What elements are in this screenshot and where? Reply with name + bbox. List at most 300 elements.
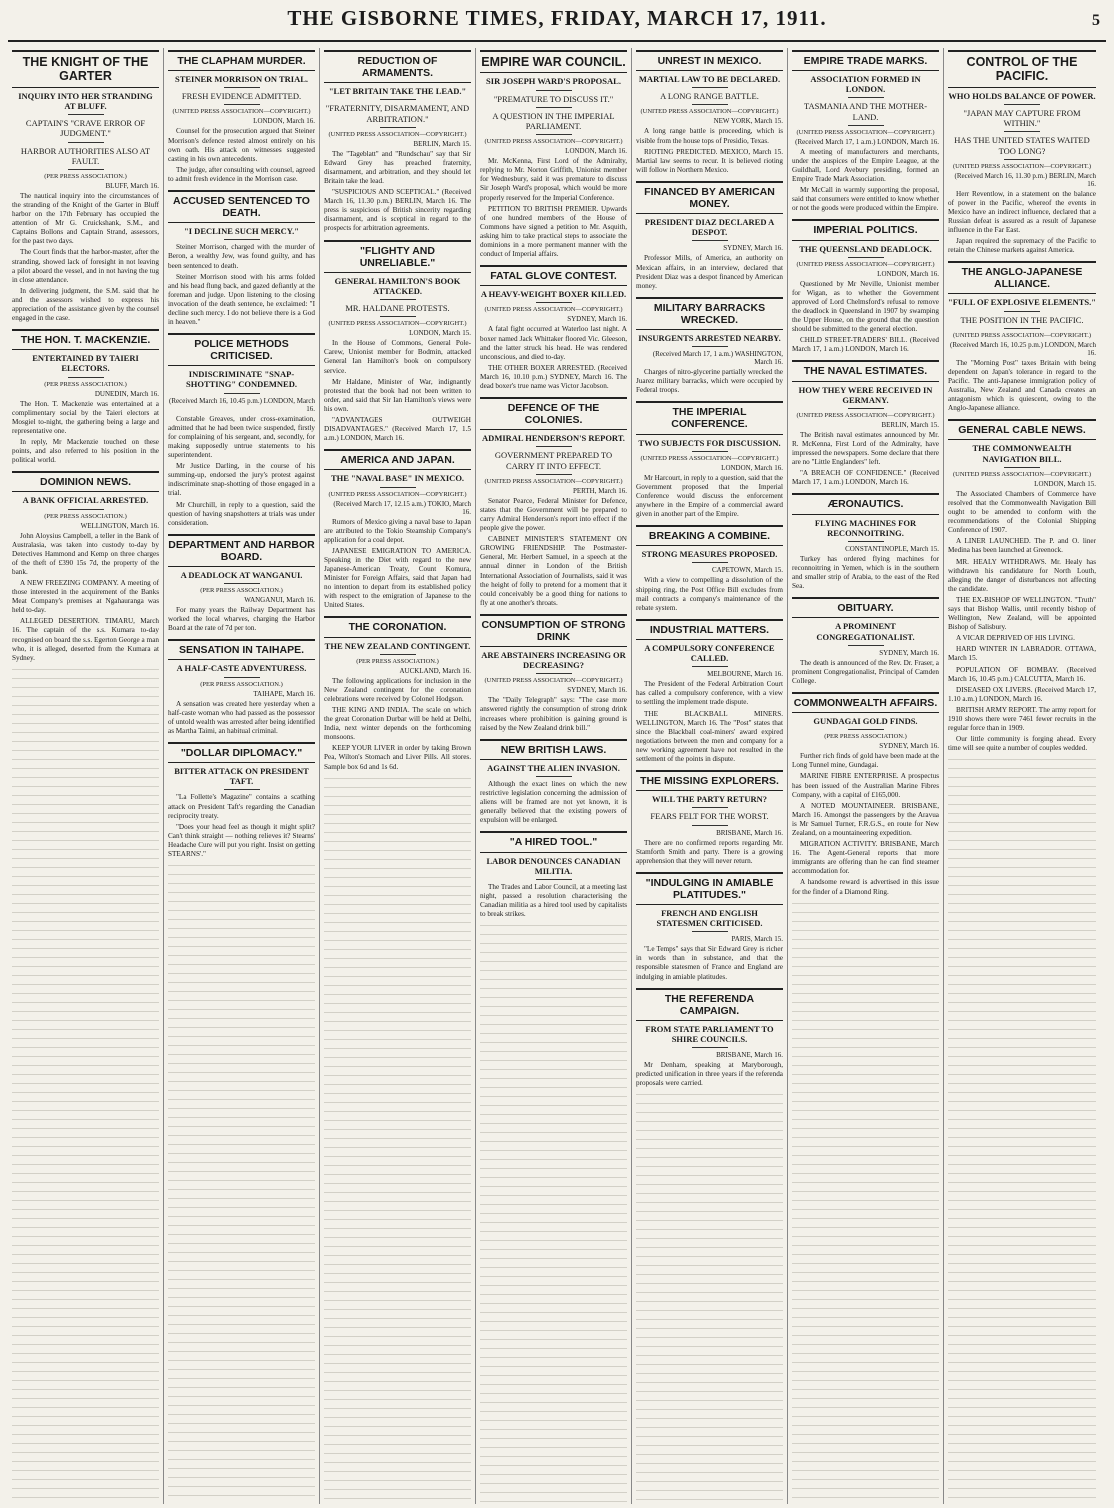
- article-headline: DOMINION NEWS.: [12, 471, 159, 492]
- article-dateline: SYDNEY, March 16.: [567, 315, 627, 324]
- article-byline: (UNITED PRESS ASSOCIATION—COPYRIGHT.): [640, 108, 779, 116]
- article-headline: INDUSTRIAL MATTERS.: [636, 619, 783, 640]
- article-byline: (UNITED PRESS ASSOCIATION—COPYRIGHT.): [172, 108, 311, 116]
- article: [792, 692, 939, 897]
- article-headline: ÆRONAUTICS.: [792, 493, 939, 514]
- article-paragraph: There are no confirmed reports regarding Mr. Stamforth Smith and party. There is a growing apprehension that they will never return.: [636, 838, 783, 865]
- article-paragraph: The death is announced of the Rev. Dr. Fraser, a prominent Congregationalist, Principal of Camden College.: [792, 658, 939, 685]
- article-paragraph: Mr Justice Darling, in the course of his summing-up, endorsed the jury's protest against indiscriminate snap-shotting of those engaged in a trial.: [168, 462, 315, 498]
- article-headline: ACCUSED SENTENCED TO DEATH.: [168, 190, 315, 223]
- article-dateline: PERTH, March 16.: [572, 486, 627, 495]
- article: [948, 50, 1096, 255]
- article-paragraph: HARD WINTER IN LABRADOR. OTTAWA, March 15.: [948, 645, 1096, 663]
- divider-rule: [224, 239, 260, 240]
- divider-rule: [692, 562, 728, 563]
- divider-rule: [536, 879, 572, 880]
- article: [12, 329, 159, 465]
- divider-rule: [692, 807, 728, 808]
- article-subheading: ADMIRAL HENDERSON'S REPORT.: [482, 433, 625, 444]
- article-byline: (UNITED PRESS ASSOCIATION—COPYRIGHT.): [952, 331, 1091, 339]
- article: [636, 988, 783, 1089]
- article-subheading: TWO SUBJECTS FOR DISCUSSION.: [638, 437, 781, 448]
- divider-rule: [536, 134, 572, 135]
- divider-rule: [692, 240, 728, 241]
- article-subheading: INQUIRY INTO HER STRANDING AT BLUFF.: [18, 90, 153, 111]
- article-subheading: ARE ABSTAINERS INCREASING OR DECREASING?: [481, 650, 626, 671]
- article-paragraph: A LINER LAUNCHED. The P. and O. liner Medina has been launched at Greenock.: [948, 537, 1096, 555]
- divider-rule: [692, 1047, 728, 1048]
- divider-rule: [224, 87, 260, 88]
- article-subheading: SIR JOSEPH WARD'S PROPOSAL.: [486, 76, 621, 87]
- article-headline: POLICE METHODS CRITICISED.: [168, 333, 315, 366]
- article: [792, 50, 939, 213]
- article-paragraph: A sensation was created here yesterday when a half-caste woman who had passed as the possessor of untold wealth was arrested after being identified as Martha Taimi, an habitual criminal.: [168, 699, 315, 735]
- article-byline: (UNITED PRESS ASSOCIATION—COPYRIGHT.): [484, 677, 623, 685]
- article: [636, 297, 783, 396]
- article-paragraph: ALLEGED DESERTION. TIMARU, March 16. The captain of the s.s. Kumara to-day recognised on board the s.s. Egerton George a man who, it is alleged, deserted from the Kumara at Sydney.: [12, 617, 159, 662]
- article-headline: THE IMPERIAL CONFERENCE.: [636, 401, 783, 434]
- divider-rule: [68, 509, 104, 510]
- article-subheading: MR. HALDANE PROTESTS.: [345, 303, 450, 314]
- divider-rule: [848, 729, 884, 730]
- article-headline: DEFENCE OF THE COLONIES.: [480, 397, 627, 430]
- divider-rule: [1004, 328, 1040, 329]
- article: [480, 265, 627, 391]
- divider-rule: [536, 107, 572, 108]
- divider-rule: [848, 645, 884, 646]
- column-continued-text: [948, 759, 1096, 1504]
- article-paragraph: POPULATION OF BOMBAY. (Received March 16, 10.45 p.m.) CALCUTTA, March 16.: [948, 665, 1096, 683]
- article-headline: MILITARY BARRACKS WRECKED.: [636, 297, 783, 330]
- divider-rule: [380, 654, 416, 655]
- page-number: 5: [1091, 12, 1100, 29]
- article-dateline: BLUFF, March 16.: [105, 181, 159, 190]
- article-dateline: (Received March 16, 10.45 p.m.) LONDON, March 16.: [169, 396, 315, 413]
- article-subheading: "FULL OF EXPLOSIVE ELEMENTS.": [948, 297, 1096, 308]
- article-dateline: LONDON, March 16.: [877, 269, 939, 278]
- article-paragraph: CABINET MINISTER'S STATEMENT ON GROWING FRIENDSHIP. The Postmaster-General, Mr. Herbert Samuel, in a speech at the annual dinner in London of the British International Association of Journalists, said it was the height of folly to pretend for a moment that it could conceivably be a good thing for nations to fly at one another's throats.: [480, 535, 627, 607]
- divider-rule: [692, 825, 728, 826]
- article-headline: THE CORONATION.: [324, 616, 471, 637]
- article-paragraph: THE EX-BISHOP OF WELLINGTON. "Truth" says that Bishop Wallis, until recently bishop of Wellington, New Zealand, will be appointed Bishop of Salisbury.: [948, 595, 1096, 632]
- article-paragraph: The "Morning Post" taxes Britain with being dependent on Japan's tolerance in regard to the Pacific. The anti-Japanese immigration policy of Australia, New Zealand and Canada creates an antagonism which is quiescent, owing to the Anglo-Japanese alliance.: [948, 358, 1096, 413]
- article-headline: GENERAL CABLE NEWS.: [948, 419, 1096, 440]
- divider-rule: [380, 316, 416, 317]
- article-subheading: THE QUEENSLAND DEADLOCK.: [799, 243, 932, 254]
- column-continued-text: [792, 903, 939, 1504]
- article-subheading: THE NEW ZEALAND CONTINGENT.: [324, 640, 471, 651]
- article-subheading: AGAINST THE ALIEN INVASION.: [487, 762, 620, 773]
- article-headline: "DOLLAR DIPLOMACY.": [168, 742, 315, 763]
- article-paragraph: With a view to compelling a dissolution of the shipping ring, the Post Office Bill excludes from mail contracts a company's maintenance of the rebate system.: [636, 576, 783, 612]
- article-headline: BREAKING A COMBINE.: [636, 525, 783, 546]
- article: [168, 639, 315, 736]
- article-subheading: GENERAL HAMILTON'S BOOK ATTACKED.: [334, 275, 461, 296]
- divider-rule: [224, 393, 260, 394]
- article-dateline: TAIHAPE, March 16.: [253, 689, 315, 698]
- article-paragraph: THE BLACKBALL MINERS. WELLINGTON, March 16. The "Post" states that since the Blackball coal-miners' award expired negotiations between the men and company for a new working agreement have not resulted in the settlement of the points in dispute.: [636, 709, 783, 763]
- article-subheading: FEARS FELT FOR THE WORST.: [650, 811, 769, 822]
- article-paragraph: Herr Reventlow, in a statement on the balance of power in the Pacific, whereof the events in Mexico have an indirect influence, declared that a Russian defeat is assured as a result of Japanese influence in the Far East.: [948, 189, 1096, 235]
- article-paragraph: Counsel for the prosecution argued that Steiner Morrison's defence rested almost entirely on his own oath. His attack on witnesses suggested casting in his own antecedents.: [168, 127, 315, 163]
- column-2: [164, 48, 320, 1504]
- article-dateline: CONSTANTINOPLE, March 15.: [845, 544, 939, 553]
- divider-rule: [1004, 159, 1040, 160]
- article: [792, 597, 939, 686]
- article-headline: UNREST IN MEXICO.: [636, 50, 783, 71]
- article: [636, 401, 783, 519]
- article-paragraph: A NOTED MOUNTAINEER. BRISBANE, March 16. Amongst the passengers by the Aravua is Mr Samuel Turner, F.R.G.S., en route for New Zealand, on a mountaineering expedition.: [792, 801, 939, 837]
- divider-rule: [224, 789, 260, 790]
- article-subheading: ASSOCIATION FORMED IN LONDON.: [810, 74, 921, 95]
- article-dateline: LONDON, March 16.: [565, 147, 627, 156]
- article-headline: CONTROL OF THE PACIFIC.: [948, 50, 1096, 88]
- article-byline: (PER PRESS ASSOCIATION.): [356, 657, 439, 665]
- divider-rule: [692, 346, 728, 347]
- article-subheading: HAS THE UNITED STATES WAITED TOO LONG?: [954, 135, 1090, 156]
- article-byline: (PER PRESS ASSOCIATION.): [44, 380, 127, 388]
- article: [324, 616, 471, 771]
- divider-rule: [224, 104, 260, 105]
- article: [636, 50, 783, 175]
- article: [324, 240, 471, 444]
- article-dateline: BRISBANE, March 16.: [716, 1051, 783, 1060]
- divider-rule: [848, 97, 884, 98]
- article: [948, 261, 1096, 413]
- article-headline: "INDULGING IN AMIABLE PLATITUDES.": [636, 872, 783, 905]
- article-paragraph: Steiner Morrison stood with his arms folded and his head flung back, and gazed defiantly at the foreman and judge. Upon listening to the closing invocation of the death sentence, he exclaimed: "I decline such mercy. I do not believe there is a God in heaven.": [168, 272, 315, 327]
- article: [168, 190, 315, 327]
- article-subheading: GOVERNMENT PREPARED TO CARRY IT INTO EFFECT.: [494, 450, 613, 471]
- divider-rule: [536, 302, 572, 303]
- article-subheading: STEINER MORRISON ON TRIAL.: [174, 74, 309, 85]
- article-paragraph: "SUSPICIOUS AND SCEPTICAL." (Received March 16, 11.30 p.m.) BERLIN, March 16. The press is suspicious of British sincerity regarding disarmament, and is sceptical in regard to the prospects for arbitration agreements.: [324, 188, 471, 233]
- article-dateline: LONDON, March 16.: [721, 463, 783, 472]
- article: [12, 50, 159, 323]
- column-3: [320, 48, 476, 1504]
- article-paragraph: The British naval estimates announced by Mr. R. McKenna, First Lord of the Admiralty, have impressed the newspapers. Some declare that there are no "Little Englanders" left.: [792, 430, 939, 467]
- article-paragraph: For many years the Railway Department has worked the local wharves, charging the Harbor Board at the rate of 7d per ton.: [168, 606, 315, 633]
- article-subheading: FRESH EVIDENCE ADMITTED.: [181, 91, 302, 102]
- article-headline: THE NAVAL ESTIMATES.: [792, 360, 939, 381]
- article-headline: THE CLAPHAM MURDER.: [168, 50, 315, 71]
- article-headline: FATAL GLOVE CONTEST.: [480, 265, 627, 286]
- article-paragraph: Mr Harcourt, in reply to a question, said that the Government proposed that the Imperial Conference would discuss the enforcement anywhere in the Empire of a commercial award given in another part of the Empire.: [636, 473, 783, 519]
- article-paragraph: DISEASED OX LIVERS. (Received March 17, 1.10 a.m.) LONDON, March 16.: [948, 685, 1096, 703]
- article-paragraph: A handsome reward is advertised in this issue for the finder of a Diamond Ring.: [792, 878, 939, 896]
- article-paragraph: A NEW FREEZING COMPANY. A meeting of those interested in the acquirement of the Banks Meat Company's premises at Ngahauranga was held to-day.: [12, 579, 159, 615]
- masthead-title: THE GISBORNE TIMES, FRIDAY, MARCH 17, 1911.: [287, 6, 827, 30]
- article-dateline: BERLIN, March 15.: [413, 139, 471, 148]
- article-paragraph: KEEP YOUR LIVER in order by taking Brown Pea, Wilton's Stomach and Liver Pills. All stores. Sample box 6d and 1s 6d.: [324, 744, 471, 771]
- divider-rule: [536, 446, 572, 447]
- divider-rule: [848, 257, 884, 258]
- divider-rule: [1004, 467, 1040, 468]
- article-paragraph: JAPANESE EMIGRATION TO AMERICA. Speaking in the Diet with regard to the new Japanese-American Treaty, Count Komura, Minister for Foreign Affairs, said that Japan had no intention to depart from its established policy with respect to the emigration of Japanese to the United States.: [324, 546, 471, 610]
- article-subheading: A LONG RANGE BATTLE.: [660, 91, 759, 102]
- article-subheading: "I DECLINE SUCH MERCY.": [184, 226, 299, 237]
- article-byline: (UNITED PRESS ASSOCIATION—COPYRIGHT.): [796, 128, 935, 136]
- article-paragraph: RIOTING PREDICTED. MEXICO, March 15. Martial law seems to recur. It is believed rioting will follow in Northern Mexico.: [636, 147, 783, 174]
- article-paragraph: Mr Denham, speaking at Maryborough, predicted unification in three years if the referenda proposals were carried.: [636, 1061, 783, 1088]
- article: [168, 333, 315, 528]
- article-subheading: "LET BRITAIN TAKE THE LEAD.": [328, 86, 467, 97]
- article-headline: IMPERIAL POLITICS.: [792, 219, 939, 240]
- column-4: [476, 48, 632, 1504]
- article-subheading: A HALF-CASTE ADVENTURESS.: [176, 663, 307, 674]
- article-subheading: THE COMMONWEALTH NAVIGATION BILL.: [972, 443, 1072, 464]
- article-paragraph: THE KING AND INDIA. The scale on which the great Coronation Durbar will be held at Delhi, India, next winter depends on the forthcoming monsoons.: [324, 705, 471, 742]
- article-headline: DEPARTMENT AND HARBOR BOARD.: [168, 534, 315, 567]
- article-paragraph: Further rich finds of gold have been made at the Long Tunnel mine, Gundagai.: [792, 752, 939, 770]
- article-paragraph: BRITISH ARMY REPORT. The army report for 1910 shows there were 7461 fewer recruits in the regular force than in 1909.: [948, 705, 1096, 733]
- article-byline: (UNITED PRESS ASSOCIATION—COPYRIGHT.): [328, 320, 467, 328]
- article-subheading: FROM STATE PARLIAMENT TO SHIRE COUNCILS.: [645, 1023, 774, 1044]
- divider-rule: [68, 114, 104, 115]
- article: [168, 742, 315, 859]
- article-byline: (UNITED PRESS ASSOCIATION—COPYRIGHT.): [952, 470, 1091, 478]
- column-continued-text: [168, 865, 315, 1504]
- article-subheading: LABOR DENOUNCES CANADIAN MILITIA.: [486, 855, 621, 876]
- article-subheading: ENTERTAINED BY TAIERI ELECTORS.: [32, 353, 139, 374]
- article: [948, 419, 1096, 753]
- column-continued-text: [324, 778, 471, 1504]
- article-dateline: PARIS, March 15.: [731, 935, 783, 944]
- divider-rule: [692, 104, 728, 105]
- article-paragraph: The President of the Federal Arbitration Court has called a compulsory conference, with a view to settling the implement trade dispute.: [636, 680, 783, 707]
- article-dateline: DUNEDIN, March 16.: [94, 389, 159, 398]
- article-headline: THE MISSING EXPLORERS.: [636, 770, 783, 791]
- article-paragraph: THE OTHER BOXER ARRESTED. (Received March 16, 10.10 p.m.) SYDNEY, March 16. The dead boxer's true name was Victor Jacobson.: [480, 363, 627, 390]
- article-subheading: A DEADLOCK AT WANGANUI.: [180, 569, 303, 580]
- article-dateline: SYDNEY, March 16.: [723, 244, 783, 253]
- article-dateline: WANGANUI, March 16.: [244, 596, 315, 605]
- article-dateline: CAPETOWN, March 15.: [711, 566, 783, 575]
- divider-rule: [692, 451, 728, 452]
- article-subheading: STRONG MEASURES PROPOSED.: [641, 549, 778, 560]
- article: [636, 872, 783, 982]
- article-dateline: (Received March 17, 1 a.m.) WASHINGTON, March 16.: [652, 350, 783, 367]
- article-byline: (UNITED PRESS ASSOCIATION—COPYRIGHT.): [484, 306, 623, 314]
- article: [636, 525, 783, 613]
- article-dateline: (Received March 16, 11.30 p.m.) BERLIN, March 16.: [954, 171, 1096, 188]
- article-paragraph: Although the exact lines on which the new restrictive legislation concerning the admission of aliens will be framed are not yet known, it is generally believed that the existing powers of expulsion will be enlarged.: [480, 780, 627, 825]
- article-paragraph: "La Follette's Magazine" contains a scathing attack on President Taft's regarding the Canadian reciprocity treaty.: [168, 793, 315, 820]
- article-subheading: PRESIDENT DIAZ DECLARED A DESPOT.: [644, 217, 775, 238]
- article-paragraph: Mr. McKenna, First Lord of the Admiralty, replying to Mr. Norton Griffith, Unionist member for Wednesbury, said it was premature to discuss Sir Joseph Ward's proposal, which would be more properly reserved for the Imperial Conference.: [480, 157, 627, 202]
- article-subheading: INDISCRIMINATE "SNAP-SHOTTING" CONDEMNED.: [186, 369, 297, 390]
- article-byline: (PER PRESS ASSOCIATION.): [824, 733, 907, 741]
- article-subheading: A PROMINENT CONGREGATIONALIST.: [816, 621, 915, 642]
- divider-rule: [536, 776, 572, 777]
- article: [324, 50, 471, 234]
- divider-rule: [848, 541, 884, 542]
- article-byline: (UNITED PRESS ASSOCIATION—COPYRIGHT.): [952, 162, 1091, 170]
- divider-rule: [692, 931, 728, 932]
- article-paragraph: The Hon. T. Mackenzie was entertained at a complimentary social by the Taieri electors at Mosgiel to-night, the gathering being a large and representative one.: [12, 399, 159, 435]
- divider-rule: [536, 474, 572, 475]
- article-dateline: SYDNEY, March 16.: [567, 686, 627, 695]
- article: [168, 534, 315, 634]
- article-paragraph: The "Tageblatt" and "Rundschau" say that Sir Edward Grey has preached fraternity, disarmament, and arbitration, and they should let Britain take the lead.: [324, 149, 471, 185]
- divider-rule: [692, 87, 728, 88]
- divider-rule: [68, 377, 104, 378]
- article-paragraph: The following applications for inclusion in the New Zealand contingent for the coronation celebrations were received by Colonel Hodgson.: [324, 676, 471, 703]
- divider-rule: [692, 666, 728, 667]
- article-paragraph: PETITION TO BRITISH PREMIER. Upwards of one hundred members of the House of Commons have signed a petition to Mr. Asquith, asking him to take practical steps to associate the dominions in a more permanent manner with the conduct of Imperial affairs.: [480, 204, 627, 259]
- article: [636, 619, 783, 764]
- article-paragraph: "Does your head feel as though it might split? Can't think straight — nothing relieves it? Stearns' Headache Cure will put you right. Insist on getting STEARNS'.": [168, 822, 315, 858]
- divider-rule: [848, 408, 884, 409]
- article-headline: THE ANGLO-JAPANESE ALLIANCE.: [948, 261, 1096, 294]
- article-dateline: LONDON, March 15.: [1034, 479, 1096, 488]
- article-subheading: WILL THE PARTY RETURN?: [651, 794, 768, 805]
- article-paragraph: Japan required the supremacy of the Pacific to retain the Chinese markets against America.: [948, 237, 1096, 255]
- article: [792, 219, 939, 354]
- divider-rule: [224, 583, 260, 584]
- article-subheading: INSURGENTS ARRESTED NEARBY.: [638, 332, 781, 343]
- article-subheading: A HEAVY-WEIGHT BOXER KILLED.: [480, 289, 627, 300]
- article-dateline: (Received March 16, 10.25 p.m.) LONDON, March 16.: [950, 340, 1096, 357]
- article-dateline: (Received March 17, 12.15 a.m.) TOKIO, March 16.: [333, 499, 471, 516]
- divider-rule: [380, 487, 416, 488]
- article-dateline: MELBOURNE, March 16.: [707, 670, 783, 679]
- article-headline: FINANCED BY AMERICAN MONEY.: [636, 181, 783, 214]
- article-subheading: A QUESTION IN THE IMPERIAL PARLIAMENT.: [492, 110, 615, 131]
- article-paragraph: Professor Mills, of America, an authority on Mexican affairs, in an interview, declared that President Diaz was a despot financed by American money.: [636, 254, 783, 290]
- article-byline: (UNITED PRESS ASSOCIATION—COPYRIGHT.): [328, 130, 467, 138]
- article: [480, 739, 627, 826]
- divider-rule: [380, 299, 416, 300]
- article-subheading: HOW THEY WERE RECEIVED IN GERMANY.: [798, 384, 933, 405]
- article-subheading: WHO HOLDS BALANCE OF POWER.: [948, 90, 1096, 101]
- article-headline: REDUCTION OF ARMAMENTS.: [324, 50, 471, 83]
- article-headline: SENSATION IN TAIHAPE.: [168, 639, 315, 660]
- article-byline: (UNITED PRESS ASSOCIATION—COPYRIGHT.): [484, 477, 623, 485]
- article-paragraph: A VICAR DEPRIVED OF HIS LIVING.: [956, 634, 1075, 643]
- article-paragraph: In delivering judgment, the S.M. said that he and the assessors wished to express his appreciation of the assistance given by the counsel engaged in the case.: [12, 286, 159, 323]
- article-headline: THE REFERENDA CAMPAIGN.: [636, 988, 783, 1021]
- article-dateline: BERLIN, March 15.: [881, 420, 939, 429]
- article-paragraph: The judge, after consulting with counsel, agreed to admit fresh evidence in the Morrison case.: [168, 165, 315, 183]
- article-subheading: THE POSITION IN THE PACIFIC.: [960, 314, 1084, 325]
- article-headline: "FLIGHTY AND UNRELIABLE.": [324, 240, 471, 273]
- article-paragraph: Mr Haldane, Minister of War, indignantly protested that the book had not been written to order, and said that Sir Ian Hamilton's views were his own.: [324, 377, 471, 413]
- article-subheading: TASMANIA AND THE MOTHER-LAND.: [803, 101, 928, 122]
- article: [792, 360, 939, 487]
- article-subheading: "JAPAN MAY CAPTURE FROM WITHIN.": [963, 107, 1081, 129]
- article-paragraph: "ADVANTAGES OUTWEIGH DISADVANTAGES." (Received March 17, 1.5 a.m.) LONDON, March 16.: [324, 415, 471, 443]
- article-paragraph: The "Daily Telegraph" says: "The case more answered rightly the consumption of strong drink increases where prohibition is gaining ground is raised by the New Zealand drink bill.": [480, 696, 627, 732]
- article-headline: COMMONWEALTH AFFAIRS.: [792, 692, 939, 713]
- article-paragraph: Rumors of Mexico giving a naval base to Japan are attributed to the Tokio Steamship Company's application for a coal depot.: [324, 517, 471, 544]
- column-continued-text: [12, 669, 159, 1504]
- article-paragraph: Charges of nitro-glycerine partially wrecked the Juarez military barracks, which were occupied by Federal troops.: [636, 368, 783, 395]
- article-byline: (UNITED PRESS ASSOCIATION—COPYRIGHT.): [640, 454, 779, 462]
- divider-rule: [380, 127, 416, 128]
- article: [480, 831, 627, 919]
- divider-rule: [1004, 311, 1040, 312]
- article-subheading: FRENCH AND ENGLISH STATESMEN CRITICISED.: [656, 907, 763, 929]
- article-paragraph: The nautical inquiry into the circumstances of the stranding of the Knight of the Garter in Bluff harbor on the 17th February has occupied the attention of Mr G. Cruickshank, S.M., and Captains Bollons and Captain Strand, assessors, for the past two days.: [12, 191, 159, 246]
- article-paragraph: Mr Churchill, in reply to a question, said the question of having snapshotters at trials was under consideration.: [168, 500, 315, 527]
- article-headline: THE HON. T. MACKENZIE.: [12, 329, 159, 350]
- article-byline: (UNITED PRESS ASSOCIATION—COPYRIGHT.): [796, 260, 935, 268]
- article-dateline: LONDON, March 16.: [253, 117, 315, 126]
- article-headline: CONSUMPTION OF STRONG DRINK: [480, 614, 627, 647]
- article-dateline: SYDNEY, March 16.: [879, 742, 939, 751]
- article-subheading: "PREMATURE TO DISCUSS IT.": [493, 93, 614, 104]
- divider-rule: [1004, 131, 1040, 132]
- article-byline: (UNITED PRESS ASSOCIATION—COPYRIGHT.): [328, 490, 467, 498]
- article-subheading: "FRATERNITY, DISARMAMENT, AND ARBITRATION.": [325, 103, 470, 124]
- article-paragraph: MARINE FIBRE ENTERPRISE. A prospectus has been issued of the Australian Marine Fibres Company, with a capital of £165,000.: [792, 772, 939, 799]
- article: [480, 614, 627, 733]
- article-headline: NEW BRITISH LAWS.: [480, 739, 627, 760]
- article-paragraph: Turkey has ordered flying machines for reconnoitring in Yemen, which is in the southern and smaller strip of Arabia, to the east of the Red Sea.: [792, 554, 939, 591]
- article-paragraph: Questioned by Mr Neville, Unionist member for Wigan, as to whether the Government approved of Lord Chelmsford's refusal to remove the deadlock in Queensland in 1907 by swamping the Upper House, on the ground that the question should be submitted to the general election.: [792, 279, 939, 334]
- article-headline: EMPIRE WAR COUNCIL.: [480, 50, 627, 73]
- article: [792, 493, 939, 591]
- divider-rule: [224, 677, 260, 678]
- article-paragraph: The Court finds that the harbor-master, after the stranding, showed lack of foresight in not leaving a pilot aboard the vessel, and in not having the tug in close attendance.: [12, 248, 159, 284]
- article-byline: (PER PRESS ASSOCIATION.): [200, 587, 283, 595]
- article-headline: OBITUARY.: [792, 597, 939, 618]
- article-paragraph: Our little community is forging ahead. Every time will see quite a number of couples wedded.: [948, 735, 1096, 753]
- article-dateline: AUCKLAND, March 16.: [399, 666, 471, 675]
- article-paragraph: CHILD STREET-TRADERS' BILL. (Received March 17, 1 a.m.) LONDON, March 16.: [792, 336, 939, 354]
- article-byline: (UNITED PRESS ASSOCIATION—COPYRIGHT.): [484, 138, 623, 146]
- column-continued-text: [480, 925, 627, 1504]
- column-7: [944, 48, 1100, 1504]
- divider-rule: [68, 142, 104, 143]
- article-subheading: CAPTAIN'S "CRAVE ERROR OF JUDGMENT.": [25, 118, 146, 139]
- article: [168, 50, 315, 184]
- article-headline: AMERICA AND JAPAN.: [324, 449, 471, 470]
- article-paragraph: John Aloysius Campbell, a teller in the Bank of Australasia, was taken into custody to-day by Detectives Hammond and Kemp on three charges of the theft of £390 15s 7d, the property of the bank.: [12, 531, 159, 576]
- article-paragraph: A meeting of manufacturers and merchants, under the auspices of the Empire League, at the Guildhall, Lord Avebury presiding, formed an Empire Trade Mark Association.: [792, 147, 939, 184]
- column-6: [788, 48, 944, 1504]
- article-dateline: BRISBANE, March 16.: [716, 828, 783, 837]
- divider-rule: [848, 125, 884, 126]
- article-subheading: MARTIAL LAW TO BE DECLARED.: [638, 74, 781, 85]
- article-paragraph: MR. HEALY WITHDRAWS. Mr. Healy has withdrawn his candidature for North Louth, alleging the danger of disturbances not affecting the candidate.: [948, 557, 1096, 593]
- column-5: [632, 48, 788, 1504]
- article: [324, 449, 471, 610]
- columns: [8, 48, 1106, 1504]
- article-dateline: LONDON, March 15.: [409, 329, 471, 338]
- column-1: [8, 48, 164, 1504]
- article-dateline: NEW YORK, March 15.: [713, 117, 783, 126]
- article-paragraph: Constable Greaves, under cross-examination, admitted that he had been twice suspended, firstly for complaining of his sergeant, and, secondly, for making supposedly untrue statements to his superintendent.: [168, 414, 315, 460]
- divider-rule: [536, 673, 572, 674]
- article-paragraph: A fatal fight occurred at Waterloo last night. A boxer named Jack Whittaker floored Vic. Gleeson, and the latter struck his head. He was rendered unconscious, and died to-day.: [480, 325, 627, 361]
- article: [480, 50, 627, 259]
- article: [12, 471, 159, 663]
- article: [480, 397, 627, 608]
- article-dateline: (Received March 17, 1 a.m.) LONDON, March 16.: [795, 137, 939, 146]
- article-paragraph: MIGRATION ACTIVITY. BRISBANE, March 16. The Agent-General reports that more immigrants are offering than he can find steamer accommodation for.: [792, 840, 939, 876]
- article-subheading: BITTER ATTACK ON PRESIDENT TAFT.: [174, 766, 309, 787]
- article-dateline: SYDNEY, March 16.: [879, 648, 939, 657]
- column-continued-text: [636, 1094, 783, 1504]
- article: [636, 770, 783, 866]
- article-subheading: GUNDAGAI GOLD FINDS.: [813, 716, 918, 727]
- article-dateline: WELLINGTON, March 16.: [80, 521, 159, 530]
- article-paragraph: "Le Temps" says that Sir Edward Grey is richer in words than in substance, and that the responsible statesmen of France and England are indulging in amiable platitudes.: [636, 945, 783, 981]
- article: [636, 181, 783, 291]
- article-byline: (PER PRESS ASSOCIATION.): [44, 172, 127, 180]
